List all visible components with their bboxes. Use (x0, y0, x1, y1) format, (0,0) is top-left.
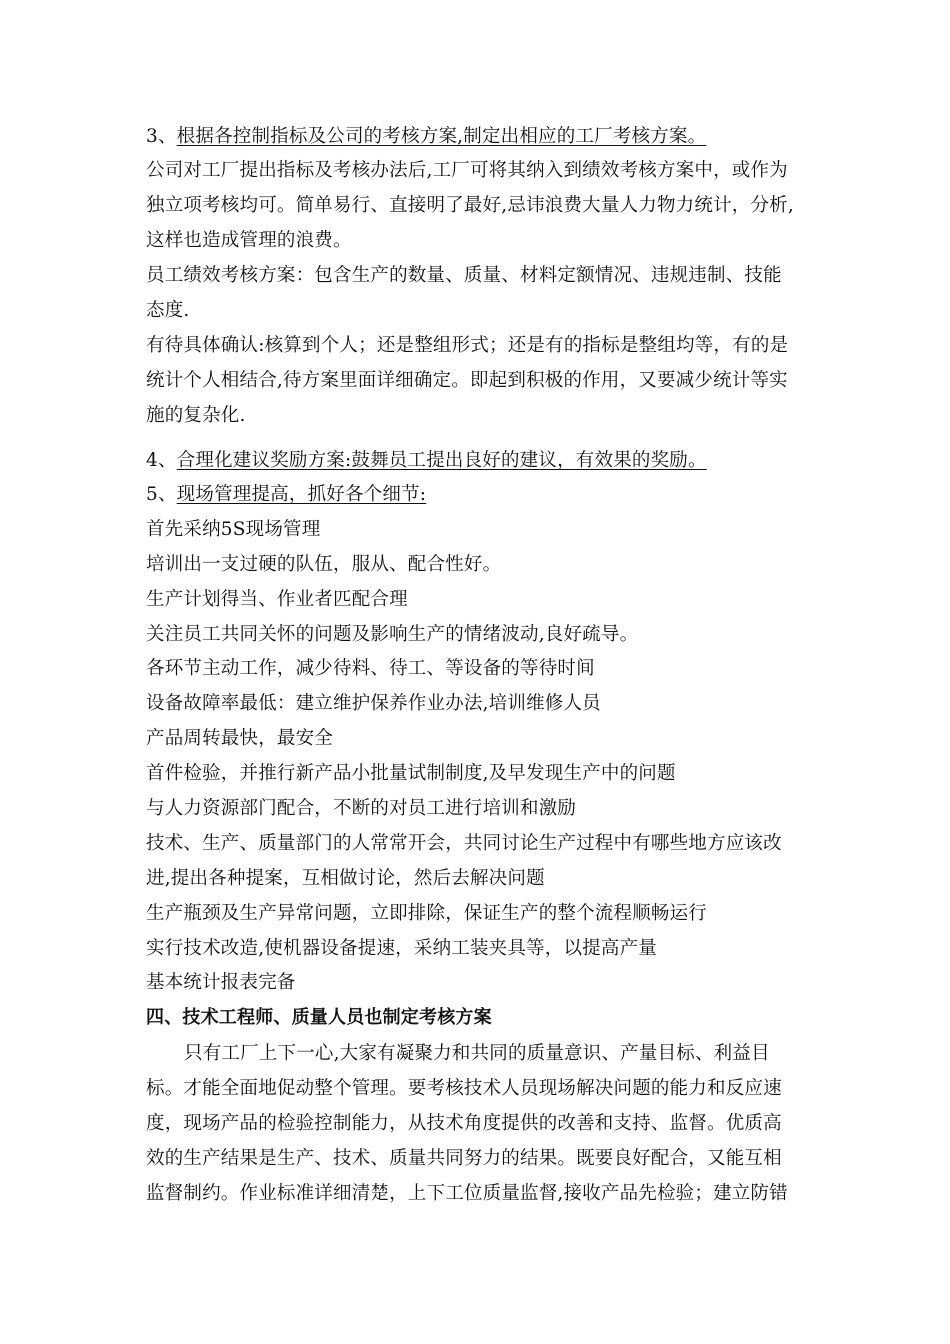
paragraph-line: 这样也造成管理的浪费。 (146, 230, 352, 251)
paragraph-line: 效的生产结果是生产、技术、质量共同努力的结果。既要良好配合，又能互相 (146, 1148, 782, 1169)
list-item: 设备故障率最低：建立维护保养作业办法,培训维修人员 (146, 693, 601, 714)
paragraph-line: 态度. (146, 300, 190, 321)
paragraph-line: 监督制约。作业标准详细清楚，上下工位质量监督,接收产品先检验；建立防错 (146, 1183, 788, 1204)
paragraph-line: 公司对工厂提出指标及考核办法后,工厂可将其纳入到绩效考核方案中，或作为 (146, 160, 788, 181)
list-item: 与人力资源部门配合，不断的对员工进行培训和激励 (146, 798, 577, 819)
paragraph-line: 员工绩效考核方案：包含生产的数量、质量、材料定额情况、违规违制、技能 (146, 265, 782, 286)
item-5 (146, 483, 426, 507)
list-item: 基本统计报表完备 (146, 972, 296, 993)
item-5-title: 现场管理提高，抓好各个细节: (176, 484, 427, 505)
list-item: 首件检验，并推行新产品小批量试制制度,及早发现生产中的问题 (146, 763, 676, 784)
item-5-number: 5、 (146, 484, 177, 505)
item-3-title: 根据各控制指标及公司的考核方案,制定出相应的工厂考核方案。 (176, 126, 707, 147)
list-item: 首先采纳5S现场管理 (146, 519, 321, 540)
paragraph-line: 独立项考核均可。简单易行、直接明了最好,忌讳浪费大量人力物力统计，分析, (146, 195, 794, 216)
item-4 (146, 449, 707, 473)
list-item: 生产计划得当、作业者匹配合理 (146, 589, 408, 610)
paragraph-line: 度，现场产品的检验控制能力，从技术角度提供的改善和支持、监督。优质高 (146, 1113, 782, 1134)
paragraph-line: 只有工厂上下一心,大家有凝聚力和共同的质量意识、产量目标、利益目 (184, 1043, 770, 1064)
list-item: 实行技术改造,使机器设备提速，采纳工装夹具等，以提高产量 (146, 938, 657, 959)
paragraph-line: 施的复杂化. (146, 405, 246, 426)
item-4-number: 4、 (146, 450, 177, 471)
paragraph-line: 统计个人相结合,待方案里面详细确定。即起到积极的作用，又要减少统计等实 (146, 370, 788, 391)
list-item: 技术、生产、质量部门的人常常开会，共同讨论生产过程中有哪些地方应该改 (146, 833, 782, 854)
item-4-title: 合理化建议奖励方案:鼓舞员工提出良好的建议，有效果的奖励。 (176, 450, 707, 471)
paragraph-line: 有待具体确认:核算到个人；还是整组形式；还是有的指标是整组均等，有的是 (146, 335, 789, 356)
list-item: 各环节主动工作，减少待料、待工、等设备的等待时间 (146, 658, 595, 679)
list-item: 产品周转最快，最安全 (146, 728, 334, 749)
section-heading: 四、技术工程师、质量人员也制定考核方案 (146, 1007, 492, 1028)
list-item: 生产瓶颈及生产异常问题，立即排除，保证生产的整个流程顺畅运行 (146, 903, 708, 924)
item-3 (146, 125, 706, 149)
list-item: 关注员工共同关怀的问题及影响生产的情绪波动,良好疏导。 (146, 624, 639, 645)
list-item: 进,提出各种提案，互相做讨论，然后去解决问题 (146, 868, 545, 889)
paragraph-line: 标。才能全面地促动整个管理。要考核技术人员现场解决问题的能力和反应速 (146, 1078, 782, 1099)
list-item: 培训出一支过硬的队伍，服从、配合性好。 (146, 554, 502, 575)
item-3-number: 3、 (146, 126, 177, 147)
